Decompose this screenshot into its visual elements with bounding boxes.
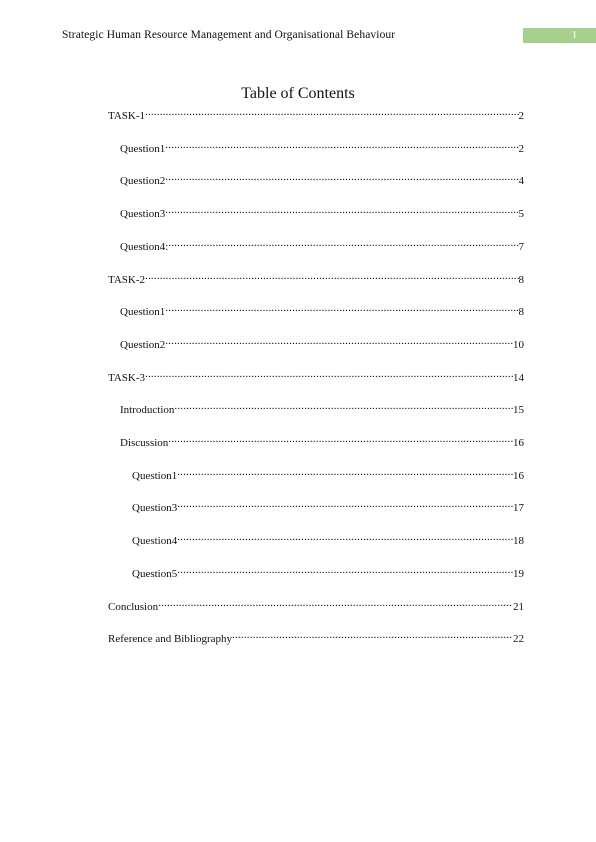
toc-entry-page: 15 [513, 404, 524, 417]
toc-dot-leader [177, 497, 513, 511]
toc-entry-label: Question1 [120, 142, 166, 155]
toc-dot-leader [168, 236, 518, 250]
toc-dot-leader [177, 530, 513, 544]
toc-entry[interactable] [108, 269, 524, 286]
toc-entry-page: 2 [518, 110, 524, 122]
toc-entry-label: Question4: [120, 240, 169, 253]
toc-entry-page: 16 [513, 469, 524, 482]
toc-entry-label: Introduction [120, 404, 175, 417]
toc-entry-page: 5 [518, 208, 524, 221]
toc-entry-page: 7 [518, 240, 524, 253]
toc-dot-leader [145, 105, 518, 119]
toc-entry-label: TASK-3 [108, 371, 146, 384]
toc-dot-leader [165, 138, 518, 152]
page-number-badge: 1 [523, 28, 596, 43]
toc-entry-label: Question3 [132, 502, 178, 515]
toc-entry-page: 21 [513, 600, 524, 613]
page-header [58, 28, 578, 44]
toc-entry-label: TASK-2 [108, 273, 146, 286]
toc-entry-label: Question3 [120, 208, 166, 221]
toc-dot-leader [165, 170, 518, 184]
toc-entry-page: 14 [513, 371, 524, 384]
toc-entry-label: Question5 [132, 567, 178, 580]
toc-entry-label: Question2 [120, 175, 166, 188]
toc-entry[interactable] [132, 497, 524, 515]
toc-dot-leader [165, 334, 513, 348]
toc-dot-leader [177, 563, 513, 577]
toc-entry-page: 10 [513, 338, 524, 351]
toc-entry-label: Question4 [132, 535, 178, 548]
toc-entry-page: 22 [513, 633, 524, 646]
toc-entry-label: TASK-1 [108, 110, 146, 122]
toc-entry-page: 8 [518, 306, 524, 319]
toc-entry[interactable] [120, 203, 524, 221]
toc-entry-label: Question1 [132, 469, 178, 482]
toc-entry[interactable] [132, 563, 524, 580]
toc-entry-label: Reference and Bibliography [108, 633, 233, 646]
toc-entry[interactable] [120, 432, 524, 449]
toc-dot-leader [165, 301, 518, 315]
toc-entry[interactable] [108, 367, 524, 384]
toc-entry-label: Question1 [120, 306, 166, 319]
toc-entry[interactable] [108, 628, 524, 646]
toc-dot-leader [168, 432, 513, 446]
toc-entry-page: 8 [518, 273, 524, 286]
toc-entry[interactable] [120, 138, 524, 155]
toc-entry[interactable] [108, 596, 524, 613]
toc-entry-page: 19 [513, 567, 524, 580]
toc-entry-page: 16 [513, 437, 524, 449]
toc-dot-leader [165, 203, 518, 217]
toc-entry[interactable] [120, 170, 524, 188]
toc-entry[interactable] [132, 465, 524, 482]
toc-dot-leader [232, 628, 513, 642]
toc-entry[interactable] [120, 334, 524, 351]
toc-dot-leader [158, 596, 513, 610]
toc-entry-page: 2 [518, 142, 524, 155]
toc-title: Table of Contents [241, 85, 355, 102]
toc-dot-leader [174, 399, 513, 413]
toc-entry-page: 4 [518, 175, 524, 188]
toc-entry[interactable] [120, 236, 524, 253]
toc-dot-leader [145, 367, 513, 381]
toc-entry-label: Question2 [120, 338, 166, 351]
toc-entry-page: 17 [513, 502, 524, 515]
toc-entry[interactable] [120, 399, 524, 417]
toc-dot-leader [145, 269, 518, 283]
toc-entry[interactable] [120, 301, 524, 319]
toc-dot-leader [177, 465, 513, 479]
toc-entry[interactable] [132, 530, 524, 548]
toc-entry-label: Discussion [120, 437, 169, 449]
toc-entry[interactable] [108, 105, 524, 122]
header-title: Strategic Human Resource Management and Organisational Behaviour [62, 29, 396, 41]
toc-entry-label: Conclusion [108, 600, 159, 613]
toc-entry-page: 18 [513, 535, 524, 548]
